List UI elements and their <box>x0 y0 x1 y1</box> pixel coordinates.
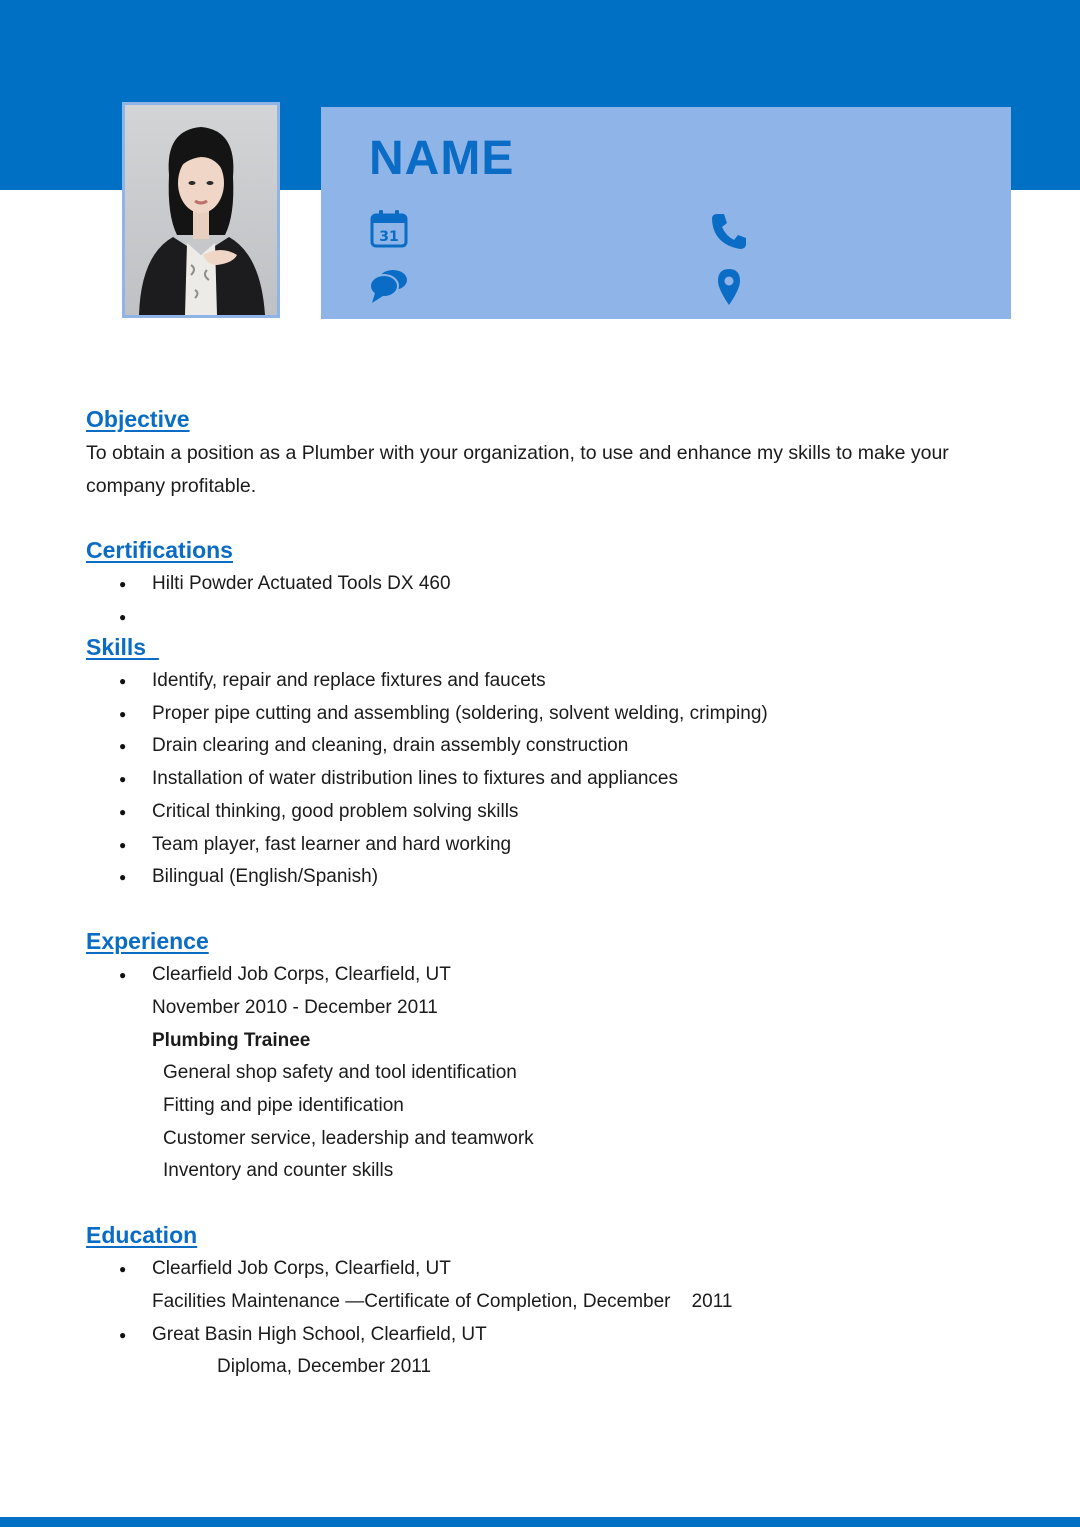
experience-employer: ● Clearfield Job Corps, Clearfield, UT <box>0 959 1000 992</box>
list-item: ● Drain clearing and cleaning, drain assembly construction <box>0 730 1000 763</box>
education-list-1 <box>0 1253 1000 1286</box>
chat-icon <box>369 265 409 305</box>
objective-heading: Objective <box>86 406 190 432</box>
experience-duty: Customer service, leadership and teamwork <box>163 1128 534 1149</box>
skills-heading-text: Skills <box>86 634 147 660</box>
education-heading: Education <box>86 1222 198 1248</box>
skills-list <box>0 665 1000 894</box>
education-list-2 <box>0 1319 1000 1352</box>
location-pin-icon <box>709 267 749 307</box>
skills-heading <box>86 632 159 662</box>
list-item: ● Team player, fast learner and hard working <box>0 829 1000 862</box>
footer-band <box>0 1517 1080 1527</box>
experience-list <box>0 959 1000 992</box>
objective-text: To obtain a position as a Plumber with your organization, to use and enhance my skills to make your company profitable. <box>86 442 949 497</box>
list-item: ● Bilingual (English/Spanish) <box>0 861 1000 894</box>
list-item: ● Installation of water distribution lines to fixtures and appliances <box>0 763 1000 796</box>
profile-photo <box>122 102 280 318</box>
education-detail: Diploma, December 2011 <box>217 1356 432 1377</box>
experience-heading: Experience <box>86 928 209 954</box>
experience-role: Plumbing Trainee <box>152 1030 311 1051</box>
calendar-icon <box>369 209 409 249</box>
phone-icon <box>709 211 749 251</box>
list-item: ● Critical thinking, good problem solving skills <box>0 796 1000 829</box>
education-detail: Facilities Maintenance —Certificate of Completion, December 2011 <box>152 1291 733 1312</box>
experience-duty: Inventory and counter skills <box>163 1160 394 1181</box>
list-item <box>0 601 1000 634</box>
education-school: ● Great Basin High School, Clearfield, UT <box>0 1319 1000 1352</box>
candidate-name: NAME <box>369 132 515 185</box>
education-school: ● Clearfield Job Corps, Clearfield, UT <box>0 1253 1000 1286</box>
list-item: ● Proper pipe cutting and assembling (soldering, solvent welding, crimping) <box>0 698 1000 731</box>
certifications-list <box>0 568 1000 633</box>
list-item: ● Hilti Powder Actuated Tools DX 460 <box>0 568 1000 601</box>
certifications-heading: Certifications <box>86 537 233 563</box>
svg-text:31: 31 <box>379 229 399 245</box>
experience-dates: November 2010 - December 2011 <box>152 997 438 1018</box>
list-item: ● Identify, repair and replace fixtures and faucets <box>0 665 1000 698</box>
experience-duty: Fitting and pipe identification <box>163 1095 404 1116</box>
contact-panel <box>321 107 1011 319</box>
experience-duty: General shop safety and tool identification <box>163 1062 517 1083</box>
